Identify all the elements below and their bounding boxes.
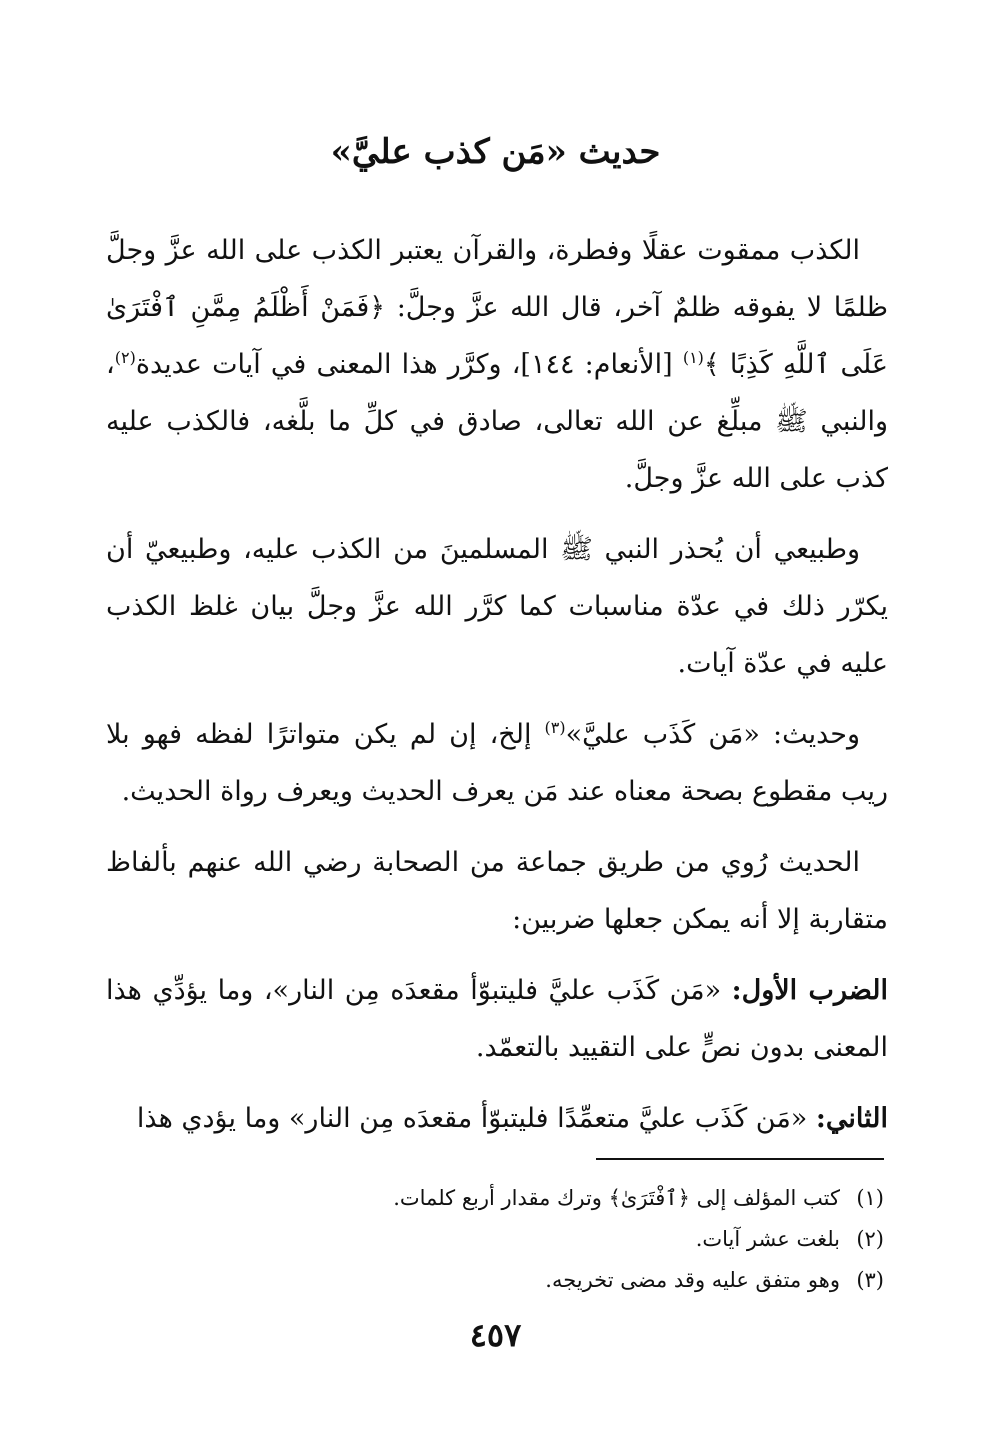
- footnote-separator: [596, 1158, 884, 1160]
- footnote-3: [106, 1260, 884, 1301]
- paragraph-6-text: «مَن كَذَب عليَّ متعمِّدًا فليتبوّأ مقعدَه مِن النار» وما يؤدي هذا: [136, 1103, 816, 1134]
- footnote-1-text: كتب المؤلف إلى ﴿ٱفْتَرَىٰ﴾ وترك مقدار أربع كلمات.: [393, 1186, 840, 1210]
- footnote-3-text: وهو متفق عليه وقد مضى تخريجه.: [545, 1268, 840, 1292]
- paragraph-6-label: الثاني:: [815, 1103, 888, 1134]
- paragraph-6: [106, 1090, 888, 1147]
- paragraph-2: وطبيعي أن يُحذر النبي ﷺ المسلمينَ من الكذب عليه، وطبيعيّ أن يكرّر ذلك في عدّة مناسبات كما كرَّر الله عزَّ وجلَّ بيان غلظ الكذب عليه في عدّة آيات.: [106, 534, 888, 679]
- footnote-ref-3[interactable]: (٣): [544, 718, 566, 737]
- paragraph-3-text: وحديث: «مَن كَذَب عليَّ»: [565, 719, 860, 750]
- page-number: ٤٥٧: [469, 1316, 522, 1354]
- footnote-2-text: بلغت عشر آيات.: [695, 1227, 840, 1251]
- footnote-ref-2[interactable]: (٢): [114, 348, 136, 367]
- paragraph-5-label: الضرب الأول:: [731, 975, 888, 1006]
- paragraph-1-end: ، والنبي ﷺ مبلِّغ عن الله تعالى، صادق في كلِّ ما بلَّغه، فالكذب عليه كذب على الله عزَّ وجلَّ.: [106, 349, 888, 494]
- paragraph-5-text: «مَن كَذَب عليَّ فليتبوّأ مقعدَه مِن النار»، وما يؤدِّي هذا المعنى بدون نصٍّ على التقييد بالتعمّد.: [106, 975, 888, 1063]
- footnote-1: [106, 1178, 884, 1219]
- chapter-title: حديث «مَن كذب عليَّ»: [330, 132, 661, 172]
- paragraph-1-text: الكذب ممقوت عقلًا وفطرة، والقرآن يعتبر الكذب على الله عزَّ وجلَّ ظلمًا لا يفوقه ظلمٌ آخر، قال الله عزَّ وجلَّ: ﴿فَمَنْ أَظْلَمُ مِمَّنِ ٱفْتَرَىٰ عَلَى ٱللَّهِ كَذِبًا ﴾: [106, 235, 889, 380]
- footnotes: [106, 1178, 884, 1301]
- footnote-2-number: (٢): [856, 1227, 884, 1251]
- footnote-1-number: (١): [856, 1186, 884, 1210]
- footnote-3-number: (٣): [856, 1268, 884, 1292]
- paragraph-3-end: إلخ، إن لم يكن متواترًا لفظه فهو بلا ريب مقطوع بصحة معناه عند مَن يعرف الحديث ويعرف رواة الحديث.: [106, 719, 888, 807]
- paragraph-3: [106, 706, 888, 820]
- main-text: [106, 222, 888, 1161]
- paragraph-1-middle: [الأنعام: ١٤٤]، وكرَّر هذا المعنى في آيات عديدة: [135, 349, 683, 380]
- footnote-2: [106, 1219, 884, 1260]
- paragraph-4: الحديث رُوي من طريق جماعة من الصحابة رضي الله عنهم بألفاظ متقاربة إلا أنه يمكن جعلها ضربين:: [106, 847, 888, 935]
- paragraph-5: [106, 962, 888, 1076]
- paragraph-1: [106, 222, 888, 507]
- footnote-ref-1[interactable]: (١): [682, 348, 704, 367]
